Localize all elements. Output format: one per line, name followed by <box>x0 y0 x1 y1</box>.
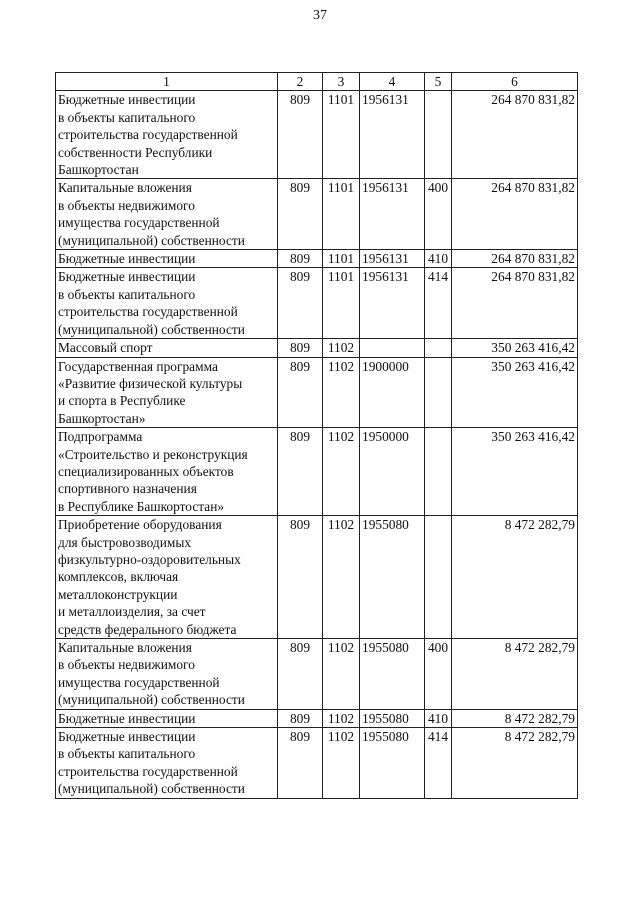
amount: 264 870 831,82 <box>452 179 578 250</box>
item-name: Подпрограмма «Строительство и реконструкция специализированных объектов спортивного назначения в Республике Башкортостан» <box>56 428 278 516</box>
table-row <box>56 339 578 357</box>
section-code: 1102 <box>323 339 360 357</box>
target-article-code <box>360 339 425 357</box>
expense-type-code: 400 <box>425 639 452 710</box>
table-row <box>56 179 578 250</box>
column-header: 3 <box>323 73 360 91</box>
amount: 264 870 831,82 <box>452 250 578 268</box>
item-name: Бюджетные инвестиции <box>56 709 278 727</box>
table-row <box>56 516 578 639</box>
expense-type-code <box>425 339 452 357</box>
table-header <box>56 73 578 91</box>
target-article-code: 1955080 <box>360 516 425 639</box>
section-code: 1102 <box>323 709 360 727</box>
table-body <box>56 91 578 798</box>
amount: 264 870 831,82 <box>452 91 578 179</box>
item-name: Массовый спорт <box>56 339 278 357</box>
target-article-code: 1956131 <box>360 250 425 268</box>
column-header: 2 <box>278 73 323 91</box>
expense-type-code: 414 <box>425 268 452 339</box>
section-code: 1102 <box>323 428 360 516</box>
section-code: 1102 <box>323 516 360 639</box>
header-row <box>56 73 578 91</box>
amount: 8 472 282,79 <box>452 709 578 727</box>
table-row <box>56 250 578 268</box>
target-article-code: 1955080 <box>360 728 425 799</box>
grbs-code: 809 <box>278 709 323 727</box>
grbs-code: 809 <box>278 250 323 268</box>
column-header: 5 <box>425 73 452 91</box>
expense-type-code: 410 <box>425 709 452 727</box>
grbs-code: 809 <box>278 179 323 250</box>
table-row <box>56 357 578 428</box>
item-name: Капитальные вложения в объекты недвижимого имущества государственной (муниципальной) собственности <box>56 179 278 250</box>
amount: 8 472 282,79 <box>452 516 578 639</box>
amount: 8 472 282,79 <box>452 639 578 710</box>
item-name: Приобретение оборудования для быстровозводимых физкультурно-оздоровительных комплексов, включая металлоконструкции и металлоизделия, за счет средств федерального бюджета <box>56 516 278 639</box>
section-code: 1101 <box>323 268 360 339</box>
column-header: 6 <box>452 73 578 91</box>
amount: 264 870 831,82 <box>452 268 578 339</box>
grbs-code: 809 <box>278 91 323 179</box>
table-row <box>56 728 578 799</box>
expense-type-code: 414 <box>425 728 452 799</box>
expense-type-code <box>425 516 452 639</box>
section-code: 1101 <box>323 91 360 179</box>
amount: 350 263 416,42 <box>452 339 578 357</box>
expense-type-code: 400 <box>425 179 452 250</box>
grbs-code: 809 <box>278 268 323 339</box>
grbs-code: 809 <box>278 728 323 799</box>
expense-type-code <box>425 91 452 179</box>
item-name: Государственная программа «Развитие физической культуры и спорта в Республике Башкортостан» <box>56 357 278 428</box>
table-row <box>56 91 578 179</box>
target-article-code: 1956131 <box>360 268 425 339</box>
target-article-code: 1956131 <box>360 179 425 250</box>
table-row <box>56 428 578 516</box>
target-article-code: 1955080 <box>360 639 425 710</box>
target-article-code: 1950000 <box>360 428 425 516</box>
amount: 350 263 416,42 <box>452 357 578 428</box>
section-code: 1101 <box>323 179 360 250</box>
item-name: Бюджетные инвестиции в объекты капитального строительства государственной (муниципальной) собственности <box>56 728 278 799</box>
section-code: 1102 <box>323 728 360 799</box>
budget-table <box>55 72 578 799</box>
target-article-code: 1955080 <box>360 709 425 727</box>
table-row <box>56 268 578 339</box>
section-code: 1102 <box>323 357 360 428</box>
page-number: 37 <box>313 8 327 23</box>
section-code: 1101 <box>323 250 360 268</box>
expense-type-code: 410 <box>425 250 452 268</box>
amount: 8 472 282,79 <box>452 728 578 799</box>
section-code: 1102 <box>323 639 360 710</box>
target-article-code: 1900000 <box>360 357 425 428</box>
column-header: 1 <box>56 73 278 91</box>
item-name: Бюджетные инвестиции в объекты капитального строительства государственной (муниципальной) собственности <box>56 268 278 339</box>
column-header: 4 <box>360 73 425 91</box>
item-name: Капитальные вложения в объекты недвижимого имущества государственной (муниципальной) собственности <box>56 639 278 710</box>
grbs-code: 809 <box>278 516 323 639</box>
grbs-code: 809 <box>278 428 323 516</box>
expense-type-code <box>425 357 452 428</box>
amount: 350 263 416,42 <box>452 428 578 516</box>
grbs-code: 809 <box>278 357 323 428</box>
table-row <box>56 709 578 727</box>
expense-type-code <box>425 428 452 516</box>
grbs-code: 809 <box>278 639 323 710</box>
item-name: Бюджетные инвестиции в объекты капитального строительства государственной собственности Республики Башкортостан <box>56 91 278 179</box>
table-row <box>56 639 578 710</box>
grbs-code: 809 <box>278 339 323 357</box>
item-name: Бюджетные инвестиции <box>56 250 278 268</box>
target-article-code: 1956131 <box>360 91 425 179</box>
